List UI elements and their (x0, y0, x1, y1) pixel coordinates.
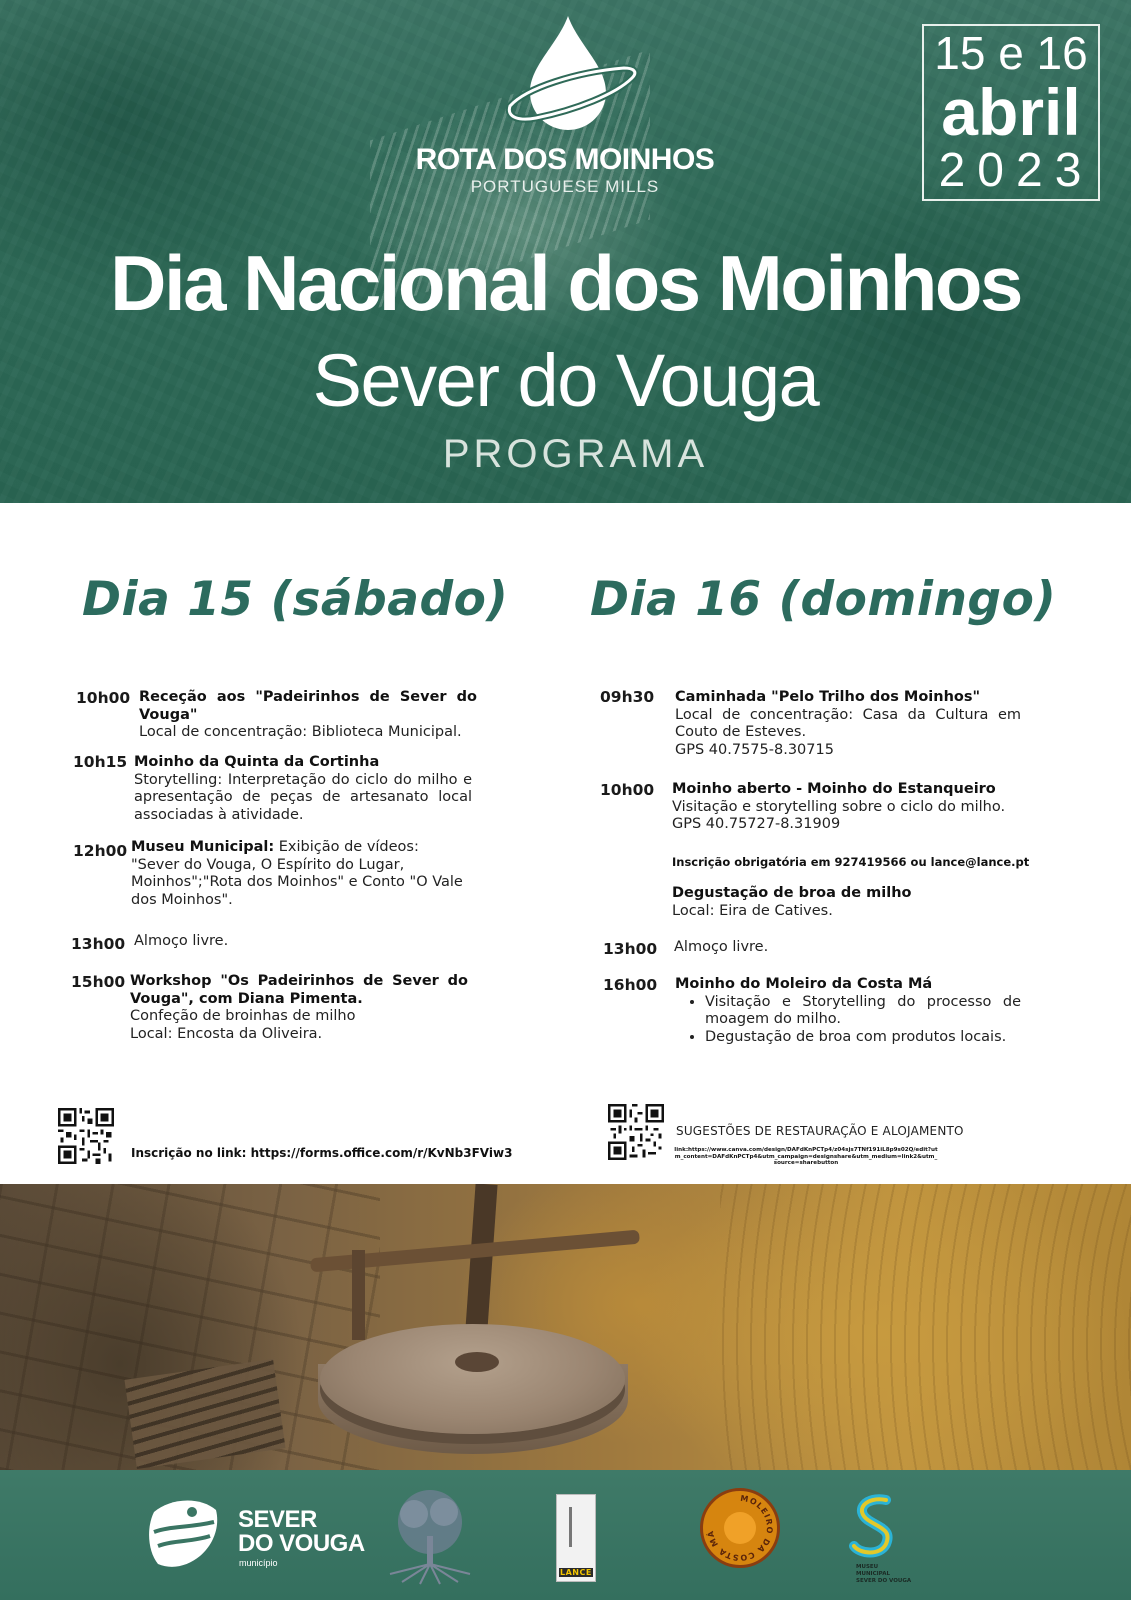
event-detail: Storytelling: Interpretação do ciclo do milho e apresentação de peças de artesanato local associadas à atividade. (134, 771, 472, 823)
event-bullets (675, 994, 1021, 1047)
sever-logo-line1: SEVER (238, 1506, 317, 1533)
event-item (134, 754, 472, 824)
event-item (675, 689, 1021, 759)
footer-logos (0, 1470, 1131, 1600)
header-banner (0, 0, 1131, 503)
event-time: 13h00 (71, 935, 126, 953)
millstone (320, 1324, 625, 1434)
event-detail: Local de concentração: Biblioteca Municipal. (139, 724, 462, 740)
event-time: 09h30 (600, 688, 655, 706)
event-title: Workshop "Os Padeirinhos de Sever do Vouga", com Diana Pimenta. (130, 973, 468, 1007)
event-time: 10h00 (600, 781, 655, 799)
sever-logo-line2: DO VOUGA (238, 1530, 365, 1557)
event-detail: Exibição de vídeos: "Sever do Vouga, O Espírito do Lugar, Moinhos";"Rota dos Moinhos" e Conto "O Vale dos Moinhos". (131, 839, 463, 908)
event-item (675, 976, 1021, 1046)
day15-heading: Dia 15 (sábado) (82, 572, 509, 627)
water-drop-logo-icon (506, 14, 641, 134)
millstone-eye (455, 1352, 499, 1372)
event-title: Moinho aberto - Moinho do Estanqueiro (672, 781, 996, 797)
event-detail: Local: Eira de Catives. (672, 902, 833, 919)
list-item: • Visitação e Storytelling do processo de moagem do milho. (705, 994, 1021, 1029)
museu-line1: MUSEU (856, 1564, 879, 1570)
event-title: Degustação de broa de milho (672, 885, 912, 901)
event-item (131, 839, 471, 909)
museu-municipal-logo-icon (846, 1494, 902, 1558)
registration-note: Inscrição obrigatória em 927419566 ou lance@lance.pt (672, 855, 1030, 869)
registration-link[interactable]: Inscrição no link: https://forms.office.com/r/KvNb3FViw3 (131, 1146, 513, 1160)
tree-logo-icon (380, 1488, 480, 1586)
date-year: 2023 (938, 144, 1094, 197)
event-gps: GPS 40.75727-8.31909 (672, 816, 841, 832)
program-label: PROGRAMA (442, 432, 709, 476)
rock-texture (720, 1184, 1131, 1470)
brand-name: ROTA DOS MOINHOS (415, 143, 715, 176)
event-time: 10h00 (76, 689, 131, 707)
event-time: 13h00 (603, 940, 658, 958)
event-title: Moinho da Quinta da Cortinha (134, 754, 380, 770)
event-detail: Almoço livre. (674, 939, 769, 955)
museu-line2: MUNICIPAL (856, 1571, 890, 1577)
lance-logo (556, 1494, 596, 1582)
list-item: • Degustação de broa com produtos locais. (705, 1029, 1021, 1047)
event-item (139, 689, 477, 742)
event-time: 15h00 (71, 973, 126, 991)
qr-code-suggestions-icon[interactable] (608, 1104, 664, 1160)
event-item (130, 973, 468, 1043)
moleiro-label: MOLEIRO DA COSTA MÁ (705, 1493, 775, 1563)
museu-line3: SEVER DO VOUGA (856, 1578, 912, 1584)
brand-subtitle: PORTUGUESE MILLS (470, 177, 660, 196)
event-title: Museu Municipal: (131, 839, 275, 855)
moleiro-costa-ma-logo (700, 1488, 780, 1568)
qr-code-registration-icon[interactable] (58, 1108, 114, 1164)
sever-logo-municipio: município (239, 1558, 278, 1568)
event-time: 10h15 (73, 753, 128, 771)
event-detail: Confeção de broinhas de milho (130, 1008, 356, 1024)
date-box (922, 24, 1100, 201)
day16-heading: Dia 16 (domingo) (590, 572, 1057, 627)
page-subtitle: Sever do Vouga (312, 339, 819, 422)
hopper-post (464, 1184, 497, 1345)
moleiro-ring-icon (703, 1491, 777, 1565)
event-title: Receção aos "Padeirinhos de Sever do Vouga" (139, 689, 477, 723)
event-item (672, 885, 1018, 920)
lance-label: LANCE (560, 1568, 592, 1577)
date-days: 15 e 16 (934, 27, 1088, 79)
event-title: Caminhada "Pelo Trilho dos Moinhos" (675, 689, 981, 705)
event-gps: GPS 40.7575-8.30715 (675, 741, 834, 758)
event-detail: Local de concentração: Casa da Cultura em Couto de Esteves. (675, 706, 1021, 740)
suggestions-title: SUGESTÕES DE RESTAURAÇÃO E ALOJAMENTO (676, 1124, 964, 1138)
event-time: 16h00 (603, 976, 658, 994)
event-detail: Almoço livre. (134, 933, 229, 949)
suggestions-link[interactable]: link:https://www.canva.com/design/DAFdKnPCTp4/z04sjs7TNf191iL8p9s02Q/edit?utm_content=DAFdKnPCTp4&utm_campaign=designshare&utm_medium=link2&utm_source=sharebutton (674, 1147, 938, 1167)
millstone-photo (0, 1184, 1131, 1470)
event-item (672, 781, 1018, 834)
museu-label (856, 1564, 911, 1585)
event-location: Local: Encosta da Oliveira. (130, 1025, 323, 1042)
lance-mark (569, 1507, 572, 1547)
sever-do-vouga-emblem-icon (140, 1492, 224, 1576)
wooden-post (352, 1250, 365, 1340)
event-title: Moinho do Moleiro da Costa Má (675, 976, 933, 992)
date-month: abril (941, 75, 1081, 149)
event-detail: Visitação e storytelling sobre o ciclo do milho. (672, 798, 1006, 815)
event-time: 12h00 (73, 842, 128, 860)
page-title: Dia Nacional dos Moinhos (110, 239, 1021, 327)
